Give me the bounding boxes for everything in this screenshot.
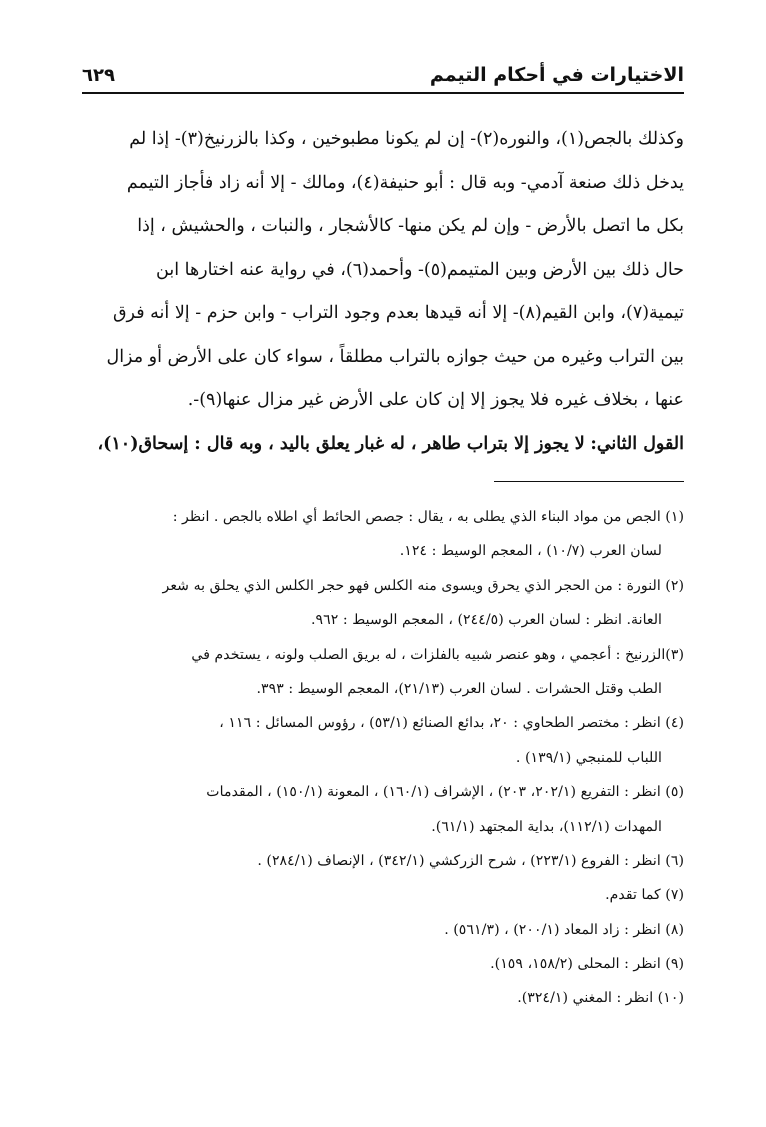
main-text <box>82 118 684 466</box>
footnote-8 <box>82 913 684 947</box>
footnote-line: (٣)الزرنيخ : أعجمي ، وهو عنصر شبيه بالفلزات ، له بريق الصلب ولونه ، يستخدم في <box>191 646 684 663</box>
footnote-6 <box>82 844 684 878</box>
footnote-line: (٢) النورة : من الحجر الذي يحرق ويسوى منه الكلس فهو حجر الكلس الذي يحلق به شعر <box>162 577 684 594</box>
footnote-line: المهدات (١١٢/١)، بداية المجتهد (٦١/١). <box>431 818 662 835</box>
body-line: يدخل ذلك صنعة آدمي- وبه قال : أبو حنيفة(٤)، ومالك - إلا أنه زاد فأجاز التيمم <box>126 172 684 193</box>
body-line: حال ذلك بين الأرض وبين المتيمم(٥)- وأحمد(٦)، في رواية عنه اختارها ابن <box>156 259 684 280</box>
footnote-separator <box>494 481 684 482</box>
footnote-line: لسان العرب (١٠/٧) ، المعجم الوسيط : ١٢٤. <box>399 543 662 560</box>
footnote-line: (٦) انظر : الفروع (٢٢٣/١) ، شرح الزركشي (٣٤٢/١) ، الإنصاف (٢٨٤/١) . <box>257 852 684 869</box>
body-line: تيمية(٧)، وابن القيم(٨)- إلا أنه قيدها بعدم وجود التراب - وابن حزم - إلا أنه فرق <box>112 303 684 323</box>
body-line: عنها ، بخلاف غيره فلا يجوز إلا إن كان على الأرض غير مزال عنها(٩)-. <box>187 390 684 410</box>
footnote-line: الطب وقتل الحشرات . لسان العرب (٢١/١٣)، المعجم الوسيط : ٣٩٣. <box>256 680 662 697</box>
footnote-line: (٨) انظر : زاد المعاد (٢٠٠/١) ، (٥٦١/٣) . <box>444 921 684 938</box>
body-line: وكذلك بالجص(١)، والنوره(٢)- إن لم يكونا مطبوخين ، وكذا بالزرنيخ(٣)- إذا لم <box>129 129 684 149</box>
footnote-line: (٤) انظر : مختصر الطحاوي : ٢٠، بدائع الصنائع (٥٣/١) ، رؤوس المسائل : ١١٦ ، <box>219 715 684 732</box>
footnote-4 <box>82 706 684 775</box>
second-opinion-line <box>82 423 684 467</box>
footnote-9 <box>82 947 684 981</box>
footnote-7 <box>82 878 684 912</box>
footnote-line: (١) الجص من مواد البناء الذي يطلى به ، يقال : جصص الحائط أي اطلاه بالجص . انظر : <box>172 509 684 525</box>
header-rule <box>82 92 684 94</box>
footnote-line: اللباب للمنبجي (١٣٩/١) . <box>515 749 662 766</box>
footnote-10 <box>82 981 684 1015</box>
running-header <box>82 56 684 86</box>
second-opinion-text: لا يجوز إلا بتراب طاهر ، له غبار يعلق باليد ، وبه قال : إسحاق(١٠)، <box>97 433 585 454</box>
footnote-5 <box>82 775 684 844</box>
footnote-2 <box>82 569 684 638</box>
footnote-3 <box>82 638 684 707</box>
header-title: الاختيارات في أحكام التيمم <box>429 64 684 86</box>
page-number: ٦٢٩ <box>82 65 115 86</box>
footnote-line: (٧) كما تقدم. <box>605 887 684 904</box>
second-opinion-label: القول الثاني: <box>590 433 684 454</box>
footnote-line: (١٠) انظر : المغني (٣٢٤/١). <box>517 990 684 1007</box>
footnotes <box>82 500 684 1016</box>
footnote-line: (٩) انظر : المحلى (١٥٨/٢، ١٥٩). <box>490 956 684 973</box>
body-line: بكل ما اتصل بالأرض - وإن لم يكن منها- كالأشجار ، والنبات ، والحشيش ، إذا <box>137 216 684 236</box>
body-line: بين التراب وغيره من حيث جوازه بالتراب مطلقاً ، سواء كان على الأرض أو مزال <box>106 346 684 367</box>
footnote-1 <box>82 500 684 569</box>
footnote-line: العانة. انظر : لسان العرب (٢٤٤/٥) ، المعجم الوسيط : ٩٦٢. <box>311 612 662 629</box>
footnote-line: (٥) انظر : التفريع (٢٠٢/١، ٢٠٣) ، الإشراف (١٦٠/١) ، المعونة (١٥٠/١) ، المقدمات <box>206 784 684 801</box>
